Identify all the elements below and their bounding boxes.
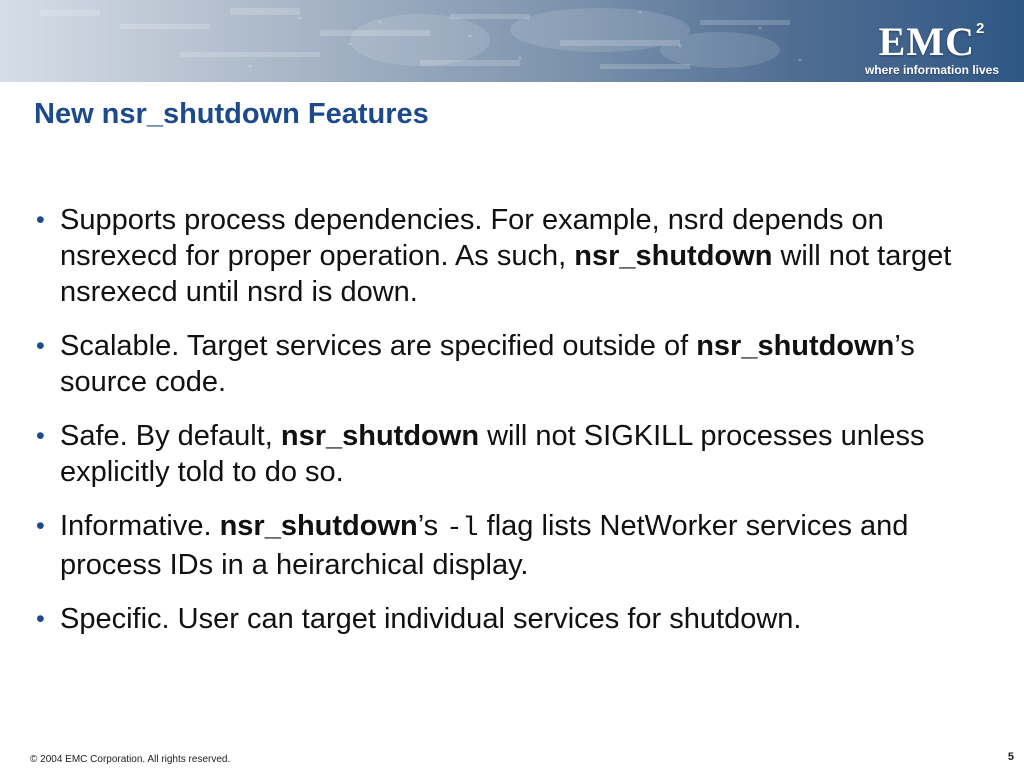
bullet-item-informative: [36, 508, 996, 583]
header-banner: [0, 0, 1024, 82]
bullet-icon: •: [36, 605, 45, 633]
command-name: nsr_shutdown: [574, 240, 773, 272]
bullet-item-scalable: [36, 328, 996, 400]
command-name: nsr_shutdown: [219, 510, 418, 542]
bullet-item-specific: [36, 601, 996, 637]
bullet-text: Scalable. Target services are specified outside of: [60, 330, 697, 362]
flag-code: -l: [446, 514, 479, 544]
bullet-item-dependencies: [36, 202, 996, 310]
bullet-text: will not target nsrexecd until nsrd is down.: [60, 240, 952, 308]
page-number: 5: [1007, 751, 1014, 763]
bullet-text: ’s source code.: [60, 330, 915, 398]
bullet-text: ’s: [417, 510, 447, 542]
bullet-icon: •: [36, 206, 45, 234]
bullet-icon: •: [36, 512, 45, 540]
bullet-text: Specific. User can target individual services for shutdown.: [60, 603, 802, 635]
bullet-text: will not SIGKILL processes unless explicitly told to do so.: [60, 420, 925, 488]
logo-wordmark: EMC$^2$: [878, 19, 986, 64]
slide-title: New nsr_shutdown Features: [34, 98, 429, 130]
bullet-icon: •: [36, 332, 45, 360]
bullet-icon: •: [36, 422, 45, 450]
bullet-list: [36, 202, 996, 655]
bullet-text: flag lists NetWorker services and process IDs in a heirarchical display.: [60, 510, 909, 581]
copyright-footer: © 2004 EMC Corporation. All rights reserved.: [30, 754, 231, 765]
emc-logo: [862, 8, 1002, 77]
logo-tagline: where information lives: [864, 63, 1000, 77]
bullet-text: Supports process dependencies. For example, nsrd depends on nsrexecd for proper operation. As such,: [60, 204, 884, 272]
bullet-item-safe: [36, 418, 996, 490]
command-name: nsr_shutdown: [280, 420, 480, 452]
bullet-text: Informative.: [60, 510, 220, 542]
bullet-text: Safe. By default,: [60, 420, 281, 452]
command-name: nsr_shutdown: [696, 330, 895, 362]
logo-superscript: 2: [975, 20, 986, 37]
